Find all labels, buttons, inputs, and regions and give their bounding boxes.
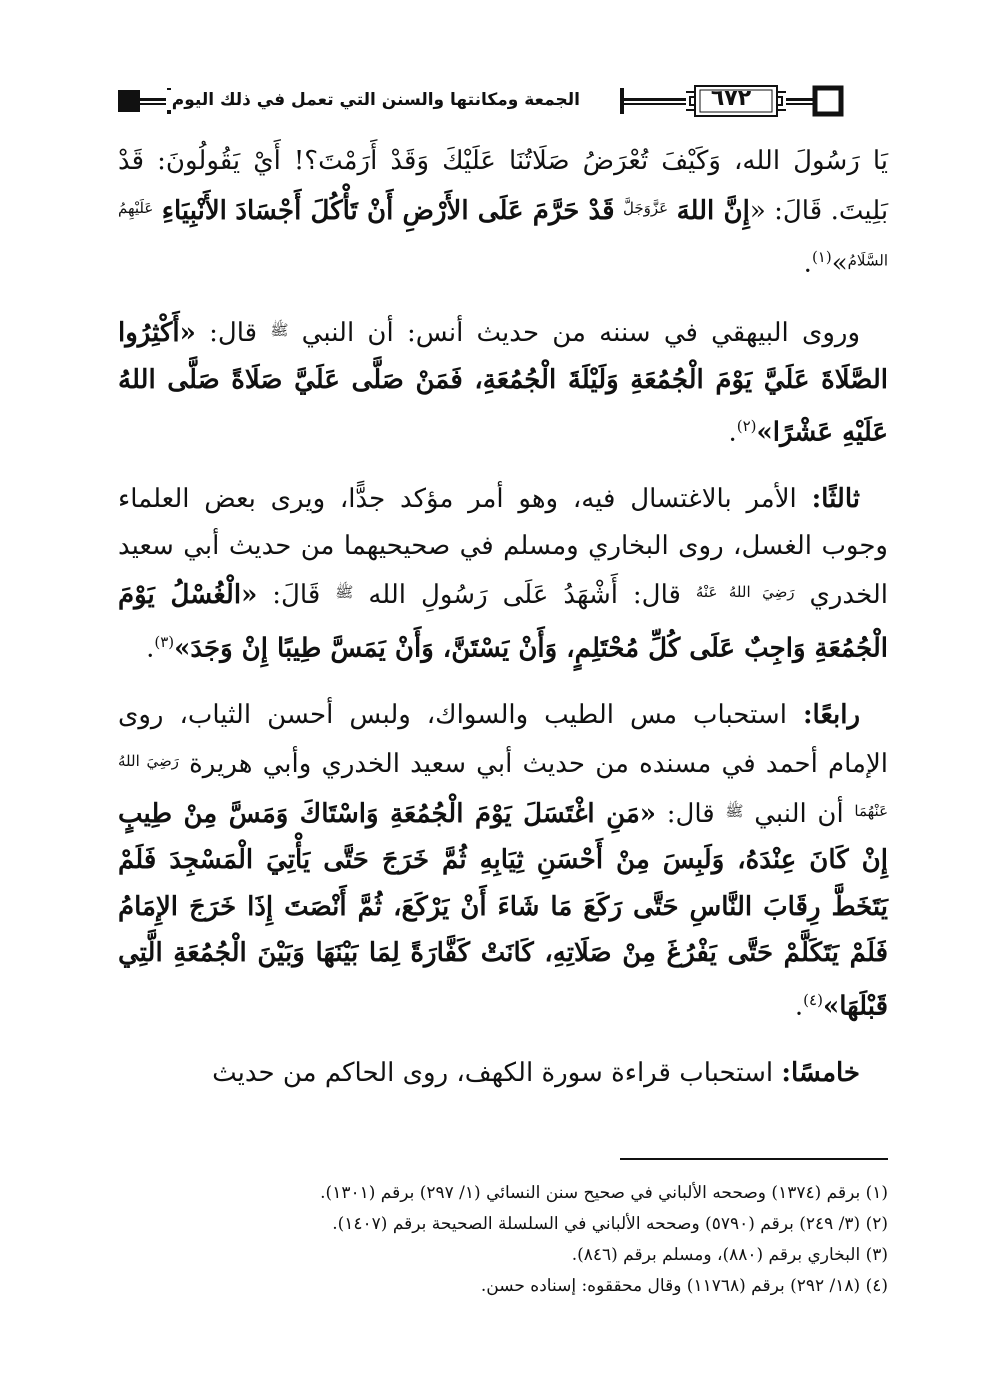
page-header — [115, 82, 891, 126]
paragraph-4: رابعًا: استحباب مس الطيب والسواك، ولبس أحسن الثياب، روى الإمام أحمد في مسنده من حديث أبي سعيد الخدري وأبي هريرة $^{رَضِيَ اللهُ عَنْهُمَا}$ أن النبي $^ﷺ$ قال: «مَنِ اغْتَسَلَ يَوْمَ الْجُمُعَةِ وَاسْتَاكَ وَمَسَّ مِنْ طِيبٍ إِنْ كَانَ عِنْدَهُ، وَلَبِسَ مِنْ أَحْسَنِ ثِيَابِهِ ثُمَّ خَرَجَ حَتَّى يَأْتِيَ الْمَسْجِدَ فَلَمْ يَتَخَطَّ رِقَابَ النَّاسِ حَتَّى رَكَعَ مَا شَاءَ أَنْ يَرْكَعَ، ثُمَّ أَنْصَتَ إِذَا خَرَجَ الإِمَامُ فَلَمْ يَتَكَلَّمْ حَتَّى يَفْرُغَ مِنْ صَلَاتِهِ، كَانَتْ كَفَّارَةً لِمَا بَيْنَهَا وَبَيْنَ الْجُمُعَةِ الَّتِي قَبْلَهَا»$^{(٤)}$. — [118, 699, 889, 1022]
running-title: الجمعة ومكانتها والسنن التي تعمل في ذلك اليوم — [166, 90, 586, 110]
footnotes — [118, 1178, 888, 1302]
honorific: عَلَيْهِمُ السَّلَامُ — [118, 198, 888, 270]
section-label: خامسًا: — [781, 1058, 860, 1089]
footnote-ref: (٢) — [736, 417, 757, 436]
footnote-3: (٣) البخاري برقم (٨٨٠)، ومسلم برقم (٨٤٦). — [571, 1245, 888, 1265]
honorific: ﷺ — [270, 321, 289, 340]
section-label: ثالثًا: — [811, 484, 861, 515]
paragraph-1: يَا رَسُولَ الله، وَكَيْفَ تُعْرَضُ صَلَاتُنَا عَلَيْكَ وَقَدْ أَرَمْتَ؟! أَيْ يَقُولُونَ: قَدْ بَلِيتَ. قَالَ: «إِنَّ اللهَ $^{عَزَّوَجَلَّ}$ قَدْ حَرَّمَ عَلَى الأَرْضِ أَنْ تَأْكُلَ أَجْسَادَ الأَنْبِيَاءِ $^{عَلَيْهِمُ السَّلَامُ}$»$^{(١)}$. — [118, 146, 889, 279]
footnote-ref: (٤) — [803, 990, 823, 1009]
footnote-separator — [620, 1158, 888, 1160]
section-label: رابعًا: — [802, 699, 861, 730]
honorific: رَضِيَ اللهُ عَنْهُ — [695, 583, 795, 602]
paragraph-5: خامسًا: استحباب قراءة سورة الكهف، روى الحاكم من حديث — [212, 1058, 860, 1089]
honorific: عَزَّوَجَلَّ — [623, 198, 669, 217]
body-text — [118, 138, 888, 1117]
hadith-quote: «أَكْثِرُوا الصَّلَاةَ عَلَيَّ يَوْمَ الْجُمُعَةِ وَلَيْلَةَ الْجُمُعَةِ، فَمَنْ صَلَّى عَلَيَّ صَلَاةً صَلَّى اللهُ عَلَيْهِ عَشْرًا» — [118, 318, 888, 448]
page-number: ٦٧٢ — [710, 86, 752, 111]
footnote-ref: (١) — [811, 248, 832, 266]
honorific: ﷺ — [725, 801, 744, 820]
footnote-1: (١) برقم (١٣٧٤) وصححه الألباني في صحيح سنن النسائي (١/ ٢٩٧) برقم (١٣٠١). — [320, 1183, 888, 1203]
footnote-ref: (٣) — [154, 632, 175, 651]
paragraph-2: وروى البيهقي في سننه من حديث أنس: أن النبي $^ﷺ$ قال: «أَكْثِرُوا الصَّلَاةَ عَلَيَّ يَوْمَ الْجُمُعَةِ وَلَيْلَةَ الْجُمُعَةِ، فَمَنْ صَلَّى عَلَيَّ صَلَاةً صَلَّى اللهُ عَلَيْهِ عَشْرًا»$^{(٢)}$. — [118, 318, 888, 448]
hadith-quote: «مَنِ اغْتَسَلَ يَوْمَ الْجُمُعَةِ وَاسْتَاكَ وَمَسَّ مِنْ طِيبٍ إِنْ كَانَ عِنْدَهُ، وَلَبِسَ مِنْ أَحْسَنِ ثِيَابِهِ ثُمَّ خَرَجَ حَتَّى يَأْتِيَ الْمَسْجِدَ فَلَمْ يَتَخَطَّ رِقَابَ النَّاسِ حَتَّى رَكَعَ مَا شَاءَ أَنْ يَرْكَعَ، ثُمَّ أَنْصَتَ إِذَا خَرَجَ الإِمَامُ فَلَمْ يَتَكَلَّمْ حَتَّى يَفْرُغَ مِنْ صَلَاتِهِ، كَانَتْ كَفَّارَةً لِمَا بَيْنَهَا وَبَيْنَ الْجُمُعَةِ الَّتِي قَبْلَهَا» — [118, 798, 888, 1022]
hadith-quote: «الْغُسْلُ يَوْمَ الْجُمُعَةِ وَاجِبٌ عَلَى كُلِّ مُحْتَلِمٍ، وَأَنْ يَسْتَنَّ، وَأَنْ يَمَسَّ طِيبًا إِنْ وَجَدَ» — [118, 580, 888, 664]
footnote-2: (٢) (٣/ ٢٤٩) برقم (٥٧٩٠) وصححه الألباني في السلسلة الصحيحة برقم (١٤٠٧). — [332, 1214, 888, 1234]
honorific: ﷺ — [335, 583, 354, 602]
footnote-4: (٤) (١٨/ ٢٩٢) برقم (١١٧٦٨) وقال محققوه: إسناده حسن. — [480, 1276, 888, 1296]
paragraph-3: ثالثًا: الأمر بالاغتسال فيه، وهو أمر مؤكد جدًّا، ويرى بعض العلماء وجوب الغسل، روى البخاري ومسلم في صحيحيهما من حديث أبي سعيد الخدري $^{رَضِيَ اللهُ عَنْهُ}$ قال: أَشْهَدُ عَلَى رَسُولِ الله $^ﷺ$ قَالَ: «الْغُسْلُ يَوْمَ الْجُمُعَةِ وَاجِبٌ عَلَى كُلِّ مُحْتَلِمٍ، وَأَنْ يَسْتَنَّ، وَأَنْ يَمَسَّ طِيبًا إِنْ وَجَدَ»$^{(٣)}$. — [118, 484, 888, 664]
honorific: رَضِيَ اللهُ عَنْهُمَا — [118, 752, 889, 820]
